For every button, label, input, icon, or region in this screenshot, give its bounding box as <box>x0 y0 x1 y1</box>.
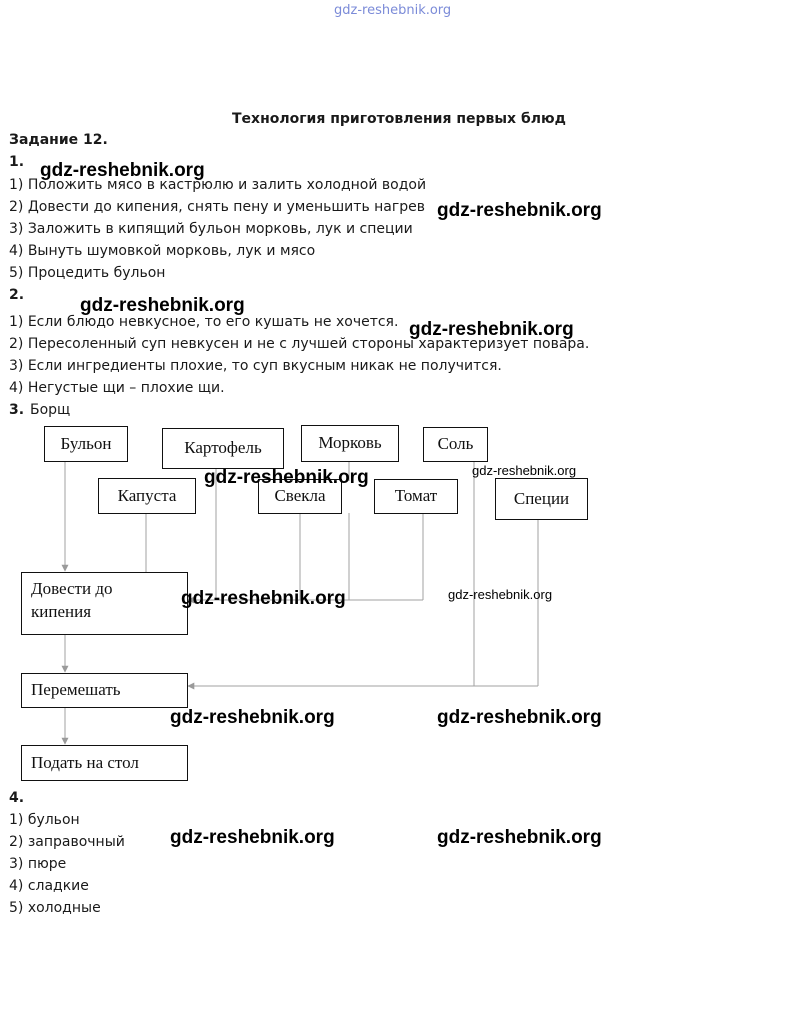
box-bulon <box>44 426 128 462</box>
watermark: gdz-reshebnik.org <box>472 463 577 478</box>
watermark: gdz-reshebnik.org <box>437 200 602 221</box>
box-svekla-label: Свекла <box>274 486 326 506</box>
q1-step-5: 5) Процедить бульон <box>9 265 166 281</box>
q2-answer-3: 3) Если ингредиенты плохие, то суп вкусным никак не получится. <box>9 358 502 374</box>
q4-answer-1: 1) бульон <box>9 812 80 828</box>
watermark: gdz-reshebnik.org <box>448 587 553 602</box>
question-4-number: 4. <box>9 790 25 806</box>
watermark: gdz-reshebnik.org <box>181 588 346 609</box>
box-morkov-label: Морковь <box>318 433 382 453</box>
box-kapusta <box>98 478 196 514</box>
q2-answer-2: 2) Пересоленный суп невкусен и не с лучшей стороны характеризует повара. <box>9 336 590 352</box>
document-title: Технология приготовления первых блюд <box>232 111 566 127</box>
question-3-number: 3. <box>9 402 25 418</box>
box-sol <box>423 427 488 462</box>
box-podat-label: Подать на стол <box>31 752 139 772</box>
watermark: gdz-reshebnik.org <box>437 707 602 728</box>
q4-answer-4: 4) сладкие <box>9 878 89 894</box>
box-kartofel-label: Картофель <box>184 438 262 458</box>
q4-answer-3: 3) пюре <box>9 856 67 872</box>
box-peremeshat <box>21 673 188 708</box>
question-1-number: 1. <box>9 154 25 170</box>
box-bulon-label: Бульон <box>60 433 112 453</box>
box-tomat <box>374 479 458 514</box>
site-link[interactable]: gdz-reshebnik.org <box>334 3 452 18</box>
q4-answer-2: 2) заправочный <box>9 834 125 850</box>
box-tomat-label: Томат <box>394 486 438 506</box>
box-podat <box>21 745 188 781</box>
q4-answer-5: 5) холодные <box>9 900 101 916</box>
q1-step-1: 1) Положить мясо в кастрюлю и залить холодной водой <box>9 177 427 193</box>
q2-answer-1: 1) Если блюдо невкусное, то его кушать не хочется. <box>9 314 399 330</box>
q2-answer-4: 4) Негустые щи – плохие щи. <box>9 380 225 396</box>
box-kartofel <box>162 428 284 469</box>
box-specii-label: Специи <box>513 488 570 508</box>
box-sol-label: Соль <box>437 434 474 454</box>
question-2-number: 2. <box>9 287 25 303</box>
box-morkov <box>301 425 399 462</box>
q1-step-4: 4) Вынуть шумовкой морковь, лук и мясо <box>9 243 316 259</box>
watermark: gdz-reshebnik.org <box>170 707 335 728</box>
q1-step-3: 3) Заложить в кипящий бульон морковь, лук и специи <box>9 221 413 237</box>
box-peremeshat-label: Перемешать <box>31 680 121 700</box>
watermark: gdz-reshebnik.org <box>409 319 574 340</box>
task-title: Задание 12. <box>9 132 108 148</box>
box-specii <box>495 478 588 520</box>
q3-label: Борщ <box>30 402 71 418</box>
watermark: gdz-reshebnik.org <box>437 827 602 848</box>
box-dovesti <box>21 572 188 635</box>
watermark: gdz-reshebnik.org <box>170 827 335 848</box>
watermark: gdz-reshebnik.org <box>80 295 245 316</box>
q1-step-2: 2) Довести до кипения, снять пену и уменьшить нагрев <box>9 199 425 215</box>
watermark: gdz-reshebnik.org <box>40 160 205 181</box>
watermark: gdz-reshebnik.org <box>204 467 369 488</box>
box-dovesti-label: Довести до кипения <box>31 579 113 621</box>
box-kapusta-label: Капуста <box>117 485 177 505</box>
